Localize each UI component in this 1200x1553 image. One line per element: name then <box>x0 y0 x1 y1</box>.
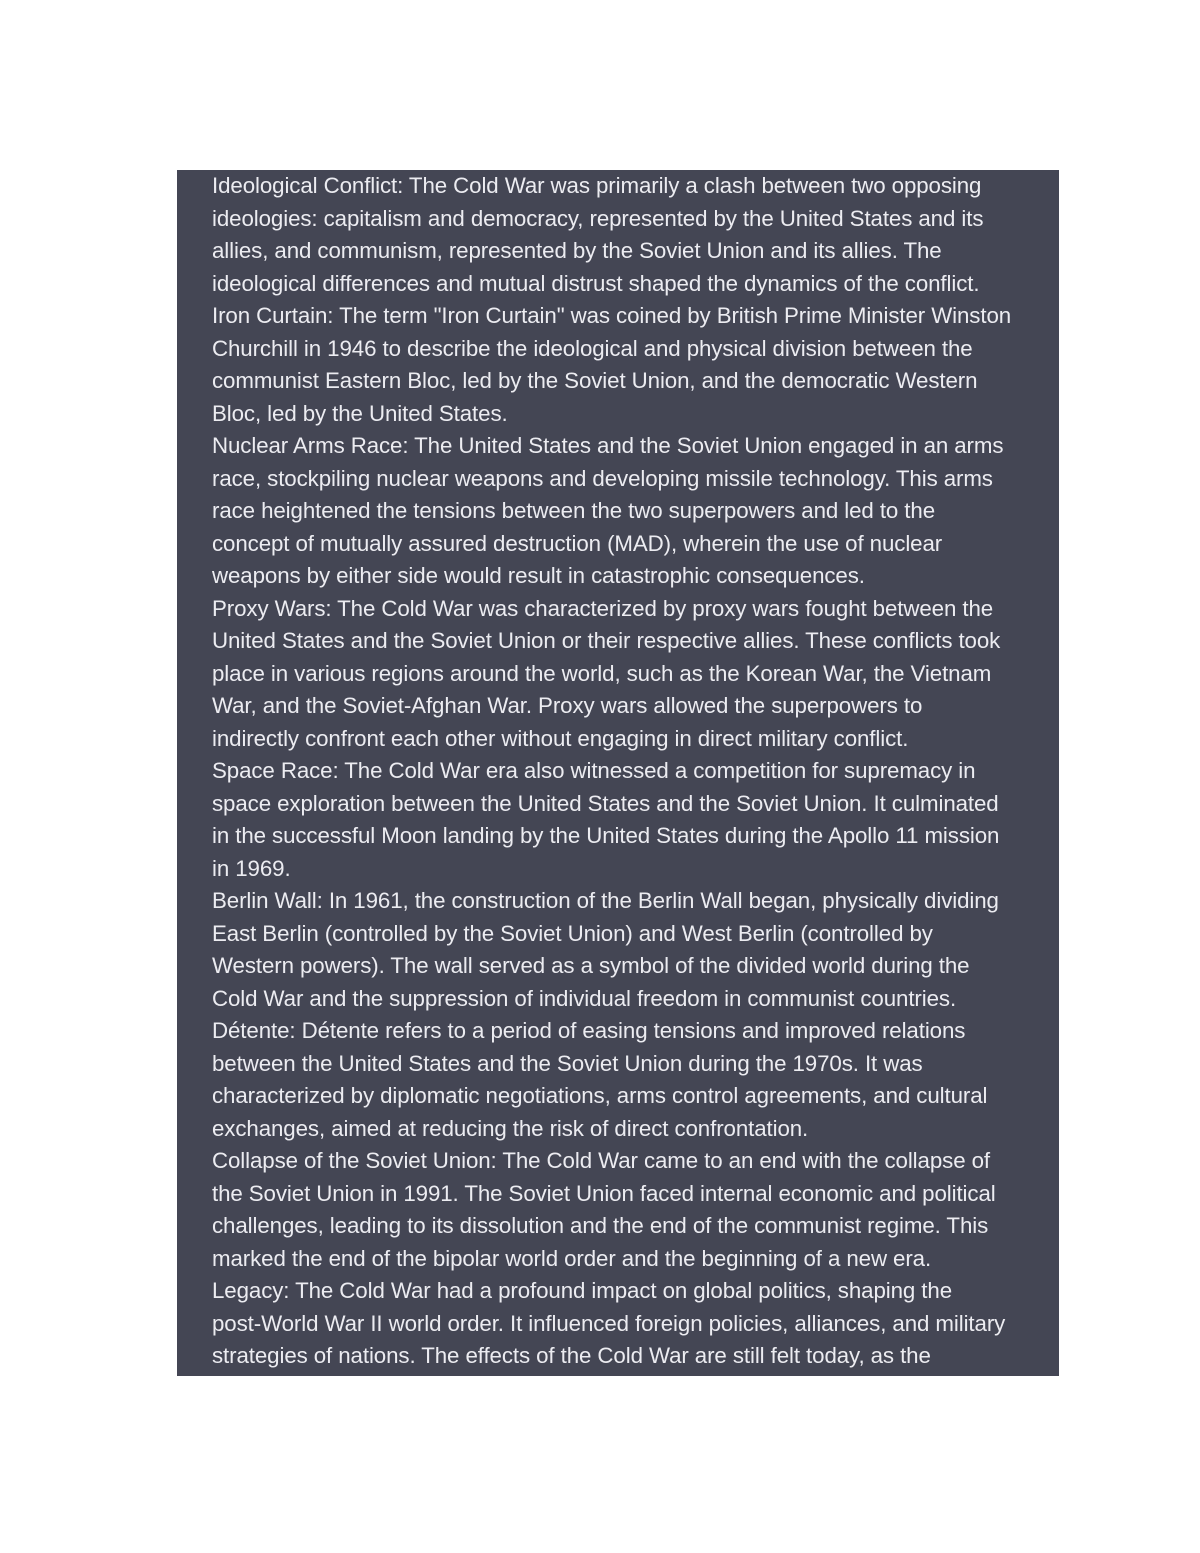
text-line: in 1969. <box>212 855 291 881</box>
text-line: challenges, leading to its dissolution and the end of the communist regime. This <box>212 1213 989 1238</box>
text-line: exchanges, aimed at reducing the risk of direct confrontation. <box>212 1115 809 1141</box>
text-line: War, and the Soviet-Afghan War. Proxy wars allowed the superpowers to <box>212 693 923 718</box>
text-line: Berlin Wall: In 1961, the construction of the Berlin Wall began, physically dividing <box>212 888 999 913</box>
text-line: indirectly confront each other without engaging in direct military conflict. <box>212 725 909 751</box>
text-line: Cold War and the suppression of individual freedom in communist countries. <box>212 985 957 1011</box>
text-line: Proxy Wars: The Cold War was characterized by proxy wars fought between the <box>212 595 994 621</box>
text-line: strategies of nations. The effects of the Cold War are still felt today, as the <box>212 1343 931 1368</box>
text-line: communist Eastern Bloc, led by the Soviet Union, and the democratic Western <box>212 368 978 393</box>
text-line: race, stockpiling nuclear weapons and developing missile technology. This arms <box>212 465 993 491</box>
text-line: place in various regions around the world, such as the Korean War, the Vietnam <box>212 660 992 686</box>
text-line: Space Race: The Cold War era also witnessed a competition for supremacy in <box>212 758 976 783</box>
text-line: characterized by diplomatic negotiations, arms control agreements, and cultural <box>212 1083 988 1108</box>
text-line: Collapse of the Soviet Union: The Cold War came to an end with the collapse of <box>212 1148 990 1173</box>
text-line: Bloc, led by the United States. <box>212 400 508 426</box>
text-line: Iron Curtain: The term "Iron Curtain" was coined by British Prime Minister Winston <box>212 303 1012 328</box>
text-line: weapons by either side would result in catastrophic consequences. <box>212 563 865 588</box>
text-line: Legacy: The Cold War had a profound impact on global politics, shaping the <box>212 1278 953 1303</box>
text-line: allies, and communism, represented by the Soviet Union and its allies. The <box>212 238 942 263</box>
text-line: ideological differences and mutual distrust shaped the dynamics of the conflict. <box>212 270 980 296</box>
text-line: between the United States and the Soviet Union during the 1970s. It was <box>212 1050 923 1076</box>
text-line: space exploration between the United States and the Soviet Union. It culminated <box>212 790 999 816</box>
text-line: East Berlin (controlled by the Soviet Union) and West Berlin (controlled by <box>212 920 933 946</box>
text-line: concept of mutually assured destruction (MAD), wherein the use of nuclear <box>212 530 943 556</box>
dark-text-block <box>177 170 1059 1376</box>
text-line: United States and the Soviet Union or their respective allies. These conflicts took <box>212 628 1001 653</box>
text-line: Ideological Conflict: The Cold War was primarily a clash between two opposing <box>212 173 982 198</box>
text-line: Nuclear Arms Race: The United States and the Soviet Union engaged in an arms <box>212 433 1004 458</box>
text-line: Western powers). The wall served as a symbol of the divided world during the <box>212 953 970 978</box>
text-line: in the successful Moon landing by the United States during the Apollo 11 mission <box>212 823 1000 848</box>
text-line: post-World War II world order. It influenced foreign policies, alliances, and military <box>212 1310 1006 1336</box>
text-line: ideologies: capitalism and democracy, represented by the United States and its <box>212 205 984 231</box>
text-line: the Soviet Union in 1991. The Soviet Union faced internal economic and political <box>212 1180 996 1206</box>
text-line: Churchill in 1946 to describe the ideological and physical division between the <box>212 335 973 361</box>
text-line: race heightened the tensions between the two superpowers and led to the <box>212 498 936 523</box>
document-text <box>212 170 1059 1373</box>
text-line: marked the end of the bipolar world order and the beginning of a new era. <box>212 1245 932 1271</box>
text-line: Détente: Détente refers to a period of easing tensions and improved relations <box>212 1018 966 1043</box>
